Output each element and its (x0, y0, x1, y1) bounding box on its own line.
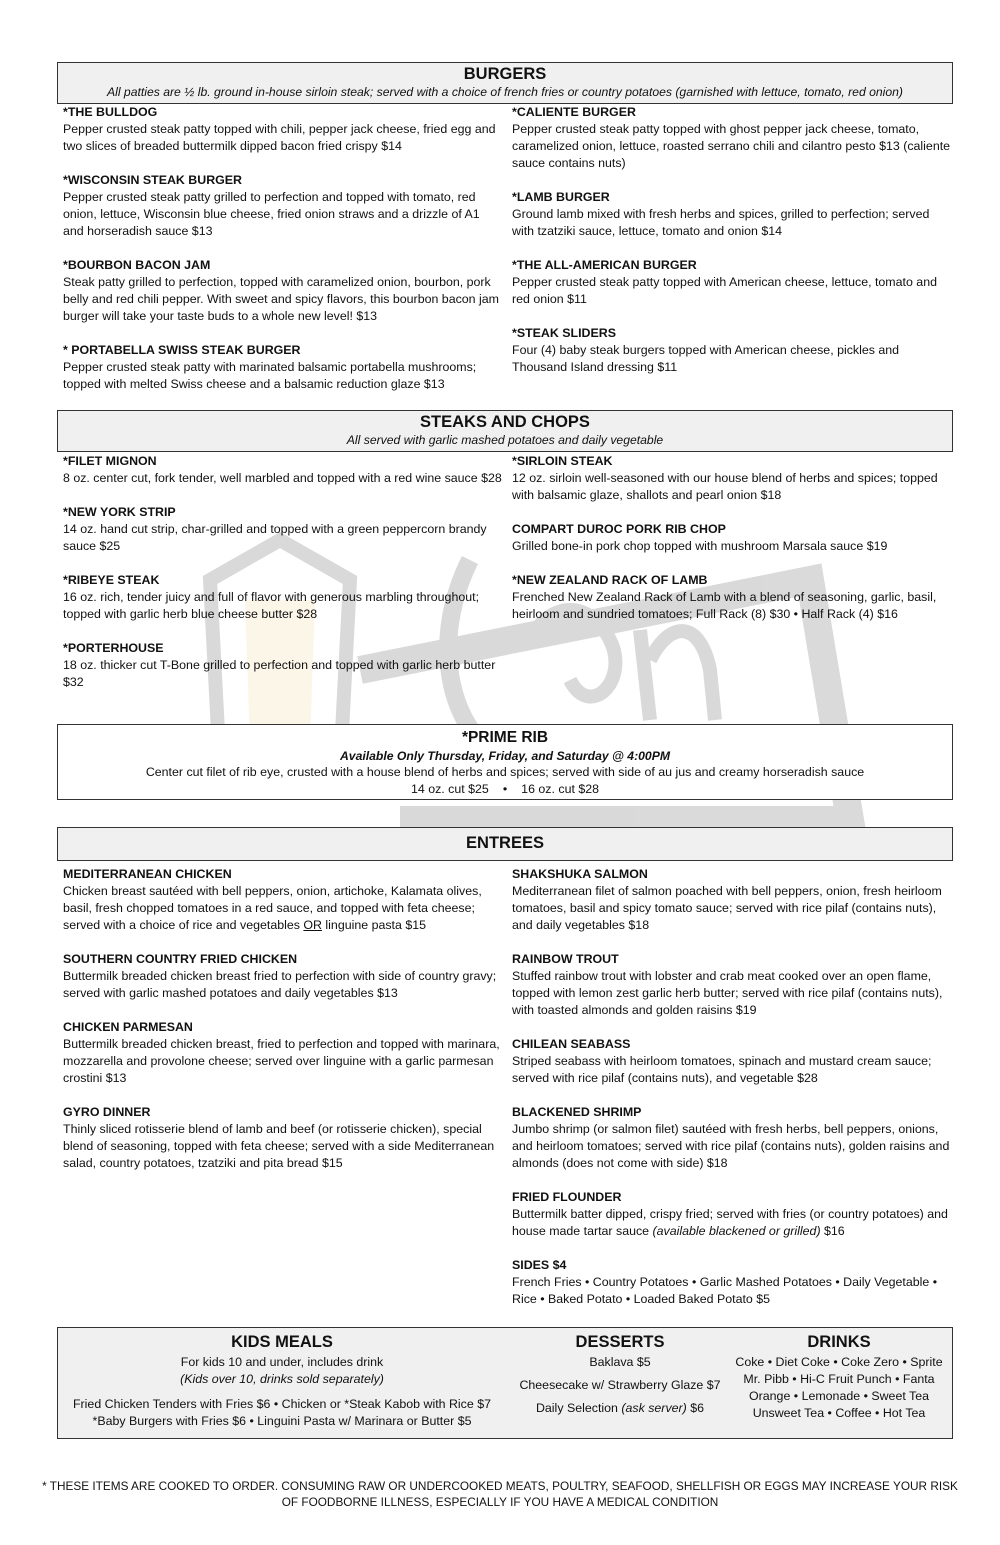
item-desc: Pepper crusted steak patty topped with ghost pepper jack cheese, tomato, caramelized onion, lettuce, roasted serrano chili and cilantro pesto $13 (caliente sauce contains nuts) (512, 122, 951, 170)
item-name: *NEW ZEALAND RACK OF LAMB (512, 573, 708, 587)
menu-item (512, 325, 952, 376)
menu-item (63, 342, 503, 393)
item-desc: Thinly sliced rotisserie blend of lamb and beef (or rotisserie chicken), special blend of seasoning, topped with feta cheese; served with a side Mediterranean salad, country potatoes, tzatziki and pita bread $15 (63, 1122, 495, 1170)
steaks-subtitle: All served with garlic mashed potatoes and daily vegetable (346, 433, 664, 447)
item-name: RAINBOW TROUT (512, 952, 619, 966)
burgers-header (57, 62, 953, 104)
prime-rib-box (57, 724, 953, 800)
prime-rib-prices (58, 781, 952, 798)
menu-item (63, 172, 503, 240)
item-desc: Mediterranean filet of salmon poached with bell peppers, onion, fresh heirloom tomatoes, basil and spicy tomato sauce; served with rice pilaf (contains nuts), and daily vegetables $18 (512, 884, 942, 932)
prime-rib-price-16oz: 16 oz. cut $28 (521, 782, 600, 796)
desserts-column (510, 1331, 730, 1417)
menu-item (63, 951, 503, 1002)
item-name: MEDITERRANEAN CHICKEN (63, 867, 232, 881)
item-desc-main: Buttermilk batter dipped, crispy fried; served with fries (or country potatoes) and house made tartar sauce (512, 1207, 948, 1238)
item-name: SHAKSHUKA SALMON (512, 867, 648, 881)
item-desc: Frenched New Zealand Rack of Lamb with a blend of seasoning, garlic, basil, heirloom and sundried tomatoes; Full Rack (8) $30 • Half Rack (4) $16 (512, 590, 937, 621)
advisory-line-1: * THESE ITEMS ARE COOKED TO ORDER. CONSUMING RAW OR UNDERCOOKED MEATS, POULTRY, SEAFOOD, SHELLFISH OR EGGS MAY INCREASE YOUR RISK (42, 1479, 958, 1493)
item-name: COMPART DUROC PORK RIB CHOP (512, 522, 726, 536)
menu-item (512, 1189, 952, 1240)
menu-item (63, 104, 503, 155)
menu-item (512, 453, 952, 504)
item-name: GYRO DINNER (63, 1105, 151, 1119)
burgers-right-column (512, 104, 952, 393)
entrees-right-column (512, 866, 952, 1325)
advisory-line-2: OF FOODBORNE ILLNESS, ESPECIALLY IF YOU HAVE A MEDICAL CONDITION (281, 1495, 719, 1509)
item-desc: Four (4) baby steak burgers topped with American cheese, pickles and Thousand Island dressing $11 (512, 343, 900, 374)
item-desc-price: $16 (820, 1224, 845, 1238)
item-desc-note: (available blackened or grilled) (652, 1224, 821, 1238)
consumer-advisory (40, 1478, 960, 1510)
item-desc (63, 883, 503, 934)
steaks-left-column (63, 453, 503, 708)
kids-meals-items-1: Fried Chicken Tenders with Fries $6 • Chicken or *Steak Kabob with Rice $7 (72, 1397, 491, 1411)
drinks-column (728, 1331, 950, 1422)
drinks-title: DRINKS (807, 1333, 871, 1351)
item-name: *THE BULLDOG (63, 105, 158, 119)
item-desc: Ground lamb mixed with fresh herbs and spices, grilled to perfection; served with tzatziki sauce, lettuce, tomato and onion $14 (512, 207, 930, 238)
menu-item (63, 504, 503, 555)
item-name: *RIBEYE STEAK (63, 573, 160, 587)
item-desc-or: OR (303, 918, 322, 932)
kids-meals-title: KIDS MEALS (231, 1333, 333, 1351)
prime-rib-availability: Available Only Thursday, Friday, and Saturday @ 4:00PM (340, 749, 670, 763)
dessert-item-name: Daily Selection (535, 1401, 622, 1415)
dessert-item: Baklava $5 (589, 1355, 651, 1369)
item-name: CHILEAN SEABASS (512, 1037, 631, 1051)
menu-item (512, 951, 952, 1019)
kids-meals-age: For kids 10 and under, includes drink (180, 1355, 384, 1369)
drinks-line: Coke • Diet Coke • Coke Zero • Sprite (735, 1355, 943, 1369)
menu-item (512, 866, 952, 934)
item-desc: 16 oz. rich, tender juicy and full of flavor with generous marbling throughout; topped with garlic herb blue cheese butter $28 (63, 590, 480, 621)
kids-meals-column (62, 1331, 502, 1430)
item-desc: Pepper crusted steak patty grilled to perfection and topped with tomato, red onion, lettuce, Wisconsin blue cheese, fried onion straws and a drizzle of A1 and horseradish sauce $13 (63, 190, 480, 238)
item-name: *CALIENTE BURGER (512, 105, 636, 119)
item-name: CHICKEN PARMESAN (63, 1020, 193, 1034)
dessert-item-note: (ask server) (621, 1401, 687, 1415)
menu-item (63, 257, 503, 325)
kids-meals-spacer (62, 1388, 502, 1396)
item-desc-main: Chicken breast sautéed with bell peppers, onion, artichoke, Kalamata olives, basil, fresh chopped tomatoes in a red sauce, and topped with feta cheese; served with a choice of rice and vegetables (63, 884, 482, 932)
item-desc: Pepper crusted steak patty with marinated balsamic portabella mushrooms; topped with melted Swiss cheese and a balsamic reduction glaze $13 (63, 360, 477, 391)
prime-rib-desc: Center cut filet of rib eye, crusted with a house blend of herbs and spices; served with side of au jus and creamy horseradish sauce (145, 765, 865, 779)
drinks-line: Orange • Lemonade • Sweet Tea (749, 1389, 929, 1403)
kids-meals-note: (Kids over 10, drinks sold separately) (180, 1372, 384, 1386)
item-desc: Buttermilk breaded chicken breast fried to perfection with side of country gravy; served with garlic mashed potatoes and daily vegetables $13 (63, 969, 497, 1000)
burgers-left-column (63, 104, 503, 410)
dessert-item (510, 1400, 730, 1417)
prime-rib-price-14oz: 14 oz. cut $25 (410, 782, 489, 796)
item-name: *STEAK SLIDERS (512, 326, 616, 340)
steaks-header (57, 410, 953, 452)
item-desc: 14 oz. hand cut strip, char-grilled and topped with a green peppercorn brandy sauce $25 (63, 522, 487, 553)
item-desc: Steak patty grilled to perfection, topped with caramelized onion, bourbon, pork belly and red chili pepper. With sweet and spicy flavors, this bourbon bacon jam burger will take your taste buds to a whole new level! $13 (63, 275, 499, 323)
item-desc: 8 oz. center cut, fork tender, well marbled and topped with a red wine sauce $28 (63, 471, 502, 485)
menu-item (512, 189, 952, 240)
kids-desserts-drinks-box (57, 1327, 953, 1439)
menu-item (63, 572, 503, 623)
item-name: *THE ALL-AMERICAN BURGER (512, 258, 697, 272)
entrees-header (57, 827, 953, 861)
item-name: *NEW YORK STRIP (63, 505, 176, 519)
menu-item (63, 866, 503, 934)
bullet-separator: • (502, 782, 508, 796)
burgers-subtitle: All patties are ½ lb. ground in-house sirloin steak; served with a choice of french fries or country potatoes (garnished with lettuce, tomato, red onion) (107, 85, 903, 99)
item-name: *WISCONSIN STEAK BURGER (63, 173, 242, 187)
dessert-item-price: $6 (686, 1401, 705, 1415)
dessert-item: Cheesecake w/ Strawberry Glaze $7 (519, 1378, 721, 1392)
sides-item (512, 1257, 952, 1308)
menu-item (63, 640, 503, 691)
menu-item (63, 1104, 503, 1172)
item-name: *FILET MIGNON (63, 454, 157, 468)
entrees-left-column (63, 866, 503, 1189)
item-desc: Pepper crusted steak patty topped with American cheese, lettuce, tomato and red onion $11 (512, 275, 937, 306)
item-name: SOUTHERN COUNTRY FRIED CHICKEN (63, 952, 298, 966)
sides-title: SIDES $4 (512, 1258, 567, 1272)
desserts-title: DESSERTS (575, 1333, 665, 1351)
kids-meals-items-2: *Baby Burgers with Fries $6 • Linguini Pasta w/ Marinara or Butter $5 (92, 1414, 472, 1428)
item-desc-end: linguine pasta $15 (321, 918, 427, 932)
drinks-line: Mr. Pibb • Hi-C Fruit Punch • Fanta (743, 1372, 935, 1386)
menu-item (512, 1104, 952, 1172)
item-name: *BOURBON BACON JAM (63, 258, 211, 272)
item-name: * PORTABELLA SWISS STEAK BURGER (63, 343, 301, 357)
item-name: BLACKENED SHRIMP (512, 1105, 642, 1119)
item-name: FRIED FLOUNDER (512, 1190, 622, 1204)
item-desc: Jumbo shrimp (or salmon filet) sautéed with fresh herbs, bell peppers, onions, and heirloom tomatoes; served with rice pilaf (contains nuts), golden raisins and almonds (does not come with side) $18 (512, 1122, 950, 1170)
menu-item (512, 1036, 952, 1087)
drinks-line: Unsweet Tea • Coffee • Hot Tea (752, 1406, 926, 1420)
steaks-title: STEAKS AND CHOPS (420, 413, 590, 431)
item-name: *SIRLOIN STEAK (512, 454, 613, 468)
steaks-right-column (512, 453, 952, 640)
item-desc: 12 oz. sirloin well-seasoned with our house blend of herbs and spices; topped with balsamic glaze, shallots and pearl onion $18 (512, 471, 938, 502)
entrees-title: ENTREES (466, 834, 544, 852)
menu-item (63, 453, 503, 487)
item-name: *PORTERHOUSE (63, 641, 164, 655)
item-name: *LAMB BURGER (512, 190, 610, 204)
burgers-title: BURGERS (463, 65, 547, 83)
sides-list: French Fries • Country Potatoes • Garlic Mashed Potatoes • Daily Vegetable • Rice • Baked Potato • Loaded Baked Potato $5 (512, 1275, 938, 1306)
item-desc: Stuffed rainbow trout with lobster and crab meat cooked over an open flame, topped with lemon zest garlic herb butter; served with rice pilaf (contains nuts), with toasted almonds and golden raisins $19 (512, 969, 943, 1017)
menu-item (512, 104, 952, 172)
item-desc: Striped seabass with heirloom tomatoes, spinach and mustard cream sauce; served with rice pilaf (contains nuts), and vegetable $28 (512, 1054, 932, 1085)
item-desc: 18 oz. thicker cut T-Bone grilled to perfection and topped with garlic herb butter $32 (63, 658, 496, 689)
item-desc (512, 1206, 952, 1240)
item-desc: Pepper crusted steak patty topped with chili, pepper jack cheese, fried egg and two slices of breaded buttermilk dipped bacon fried crispy $14 (63, 122, 496, 153)
menu-item (63, 1019, 503, 1087)
item-desc: Grilled bone-in pork chop topped with mushroom Marsala sauce $19 (512, 539, 888, 553)
item-desc: Buttermilk breaded chicken breast, fried to perfection and topped with marinara, mozzarella and provolone cheese; served over linguine with a garlic parmesan crostini $13 (63, 1037, 500, 1085)
menu-item (512, 521, 952, 555)
menu-item (512, 572, 952, 623)
menu-item (512, 257, 952, 308)
prime-rib-title: *PRIME RIB (461, 729, 549, 746)
